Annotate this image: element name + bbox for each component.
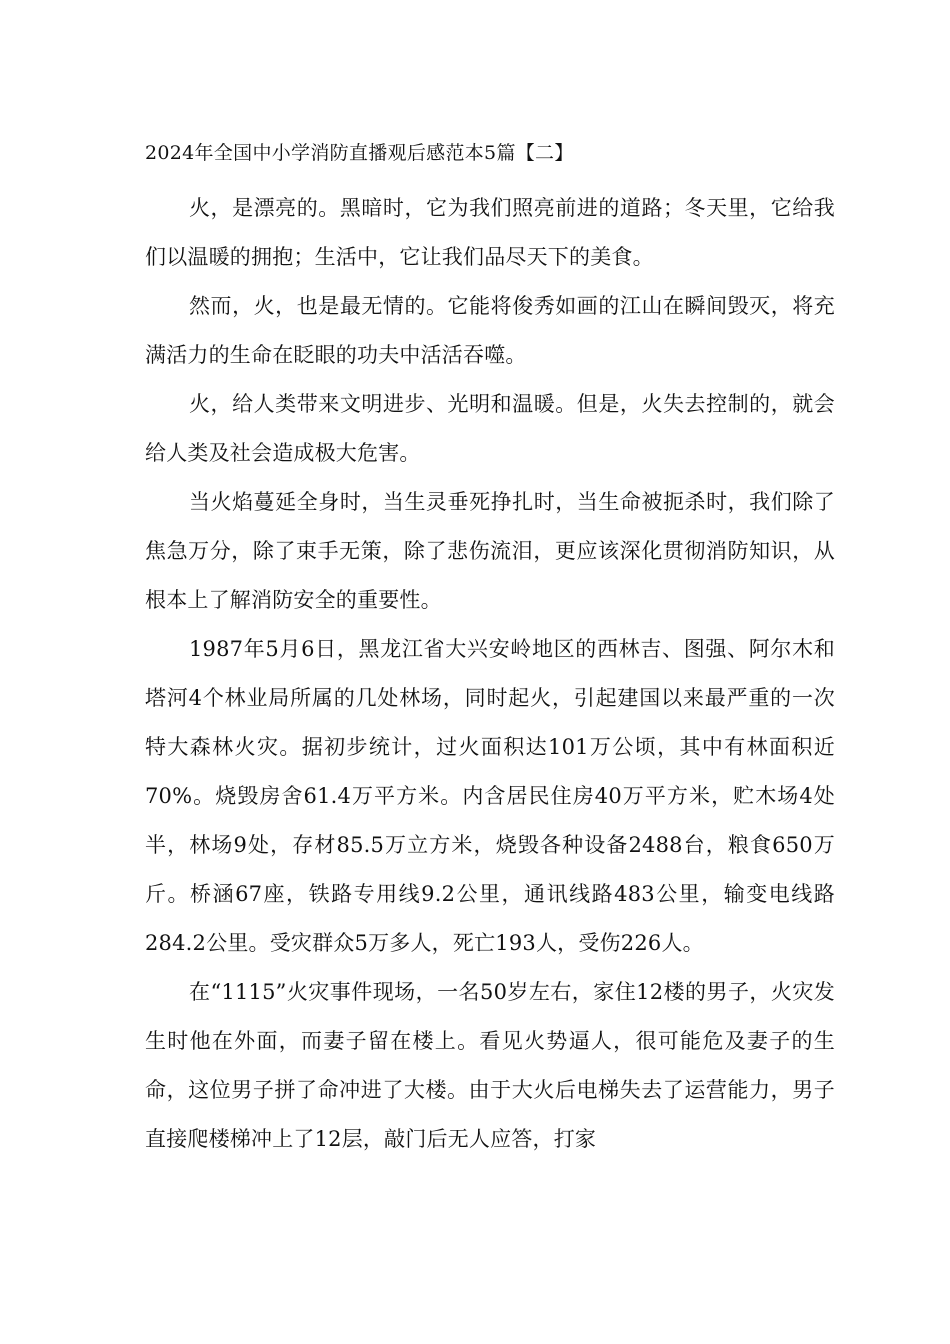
paragraph-fire-beauty: 火，是漂亮的。黑暗时，它为我们照亮前进的道路；冬天里，它给我们以温暖的拥抱；生活中，它让我们品尽天下的美食。 — [145, 196, 835, 269]
paragraph-fire-safety-knowledge: 当火焰蔓延全身时，当生灵垂死挣扎时，当生命被扼杀时，我们除了焦急万分，除了束手无策，除了悲伤流泪，更应该深化贯彻消防知识，从根本上了解消防安全的重要性。 — [145, 490, 835, 612]
paragraph-daxinganling-fire: 1987年5月6日，黑龙江省大兴安岭地区的西林吉、图强、阿尔木和塔河4个林业局所属的几处林场，同时起火，引起建国以来最严重的一次特大森林火灾。据初步统计，过火面积达101万公顷，其中有林面积近70%。烧毁房舍61.4万平方米。内含居民住房40万平方米，贮木场4处半，林场9处，存材85.5万立方米，烧毁各种设备2488台，粮食650万斤。桥涵67座，铁路专用线9.2公里，通讯线路483公里，输变电线路284.2公里。受灾群众5万多人，死亡193人，受伤226人。 — [145, 637, 835, 955]
paragraph-fire-civilization: 火，给人类带来文明进步、光明和温暖。但是，火失去控制的，就会给人类及社会造成极大危害。 — [145, 392, 835, 465]
document-title: 2024年全国中小学消防直播观后感范本5篇【二】 — [145, 142, 574, 164]
document-body — [145, 134, 835, 1164]
paragraph-fire-ruthless: 然而，火，也是最无情的。它能将俊秀如画的江山在瞬间毁灭，将充满活力的生命在眨眼的功夫中活活吞噬。 — [145, 294, 835, 367]
paragraph-1115-fire: 在“1115”火灾事件现场，一名50岁左右，家住12楼的男子，火灾发生时他在外面，而妻子留在楼上。看见火势逼人，很可能危及妻子的生命，这位男子拼了命冲进了大楼。由于大火后电梯失去了运营能力，男子直接爬楼梯冲上了12层，敲门后无人应答，打家 — [145, 980, 835, 1151]
